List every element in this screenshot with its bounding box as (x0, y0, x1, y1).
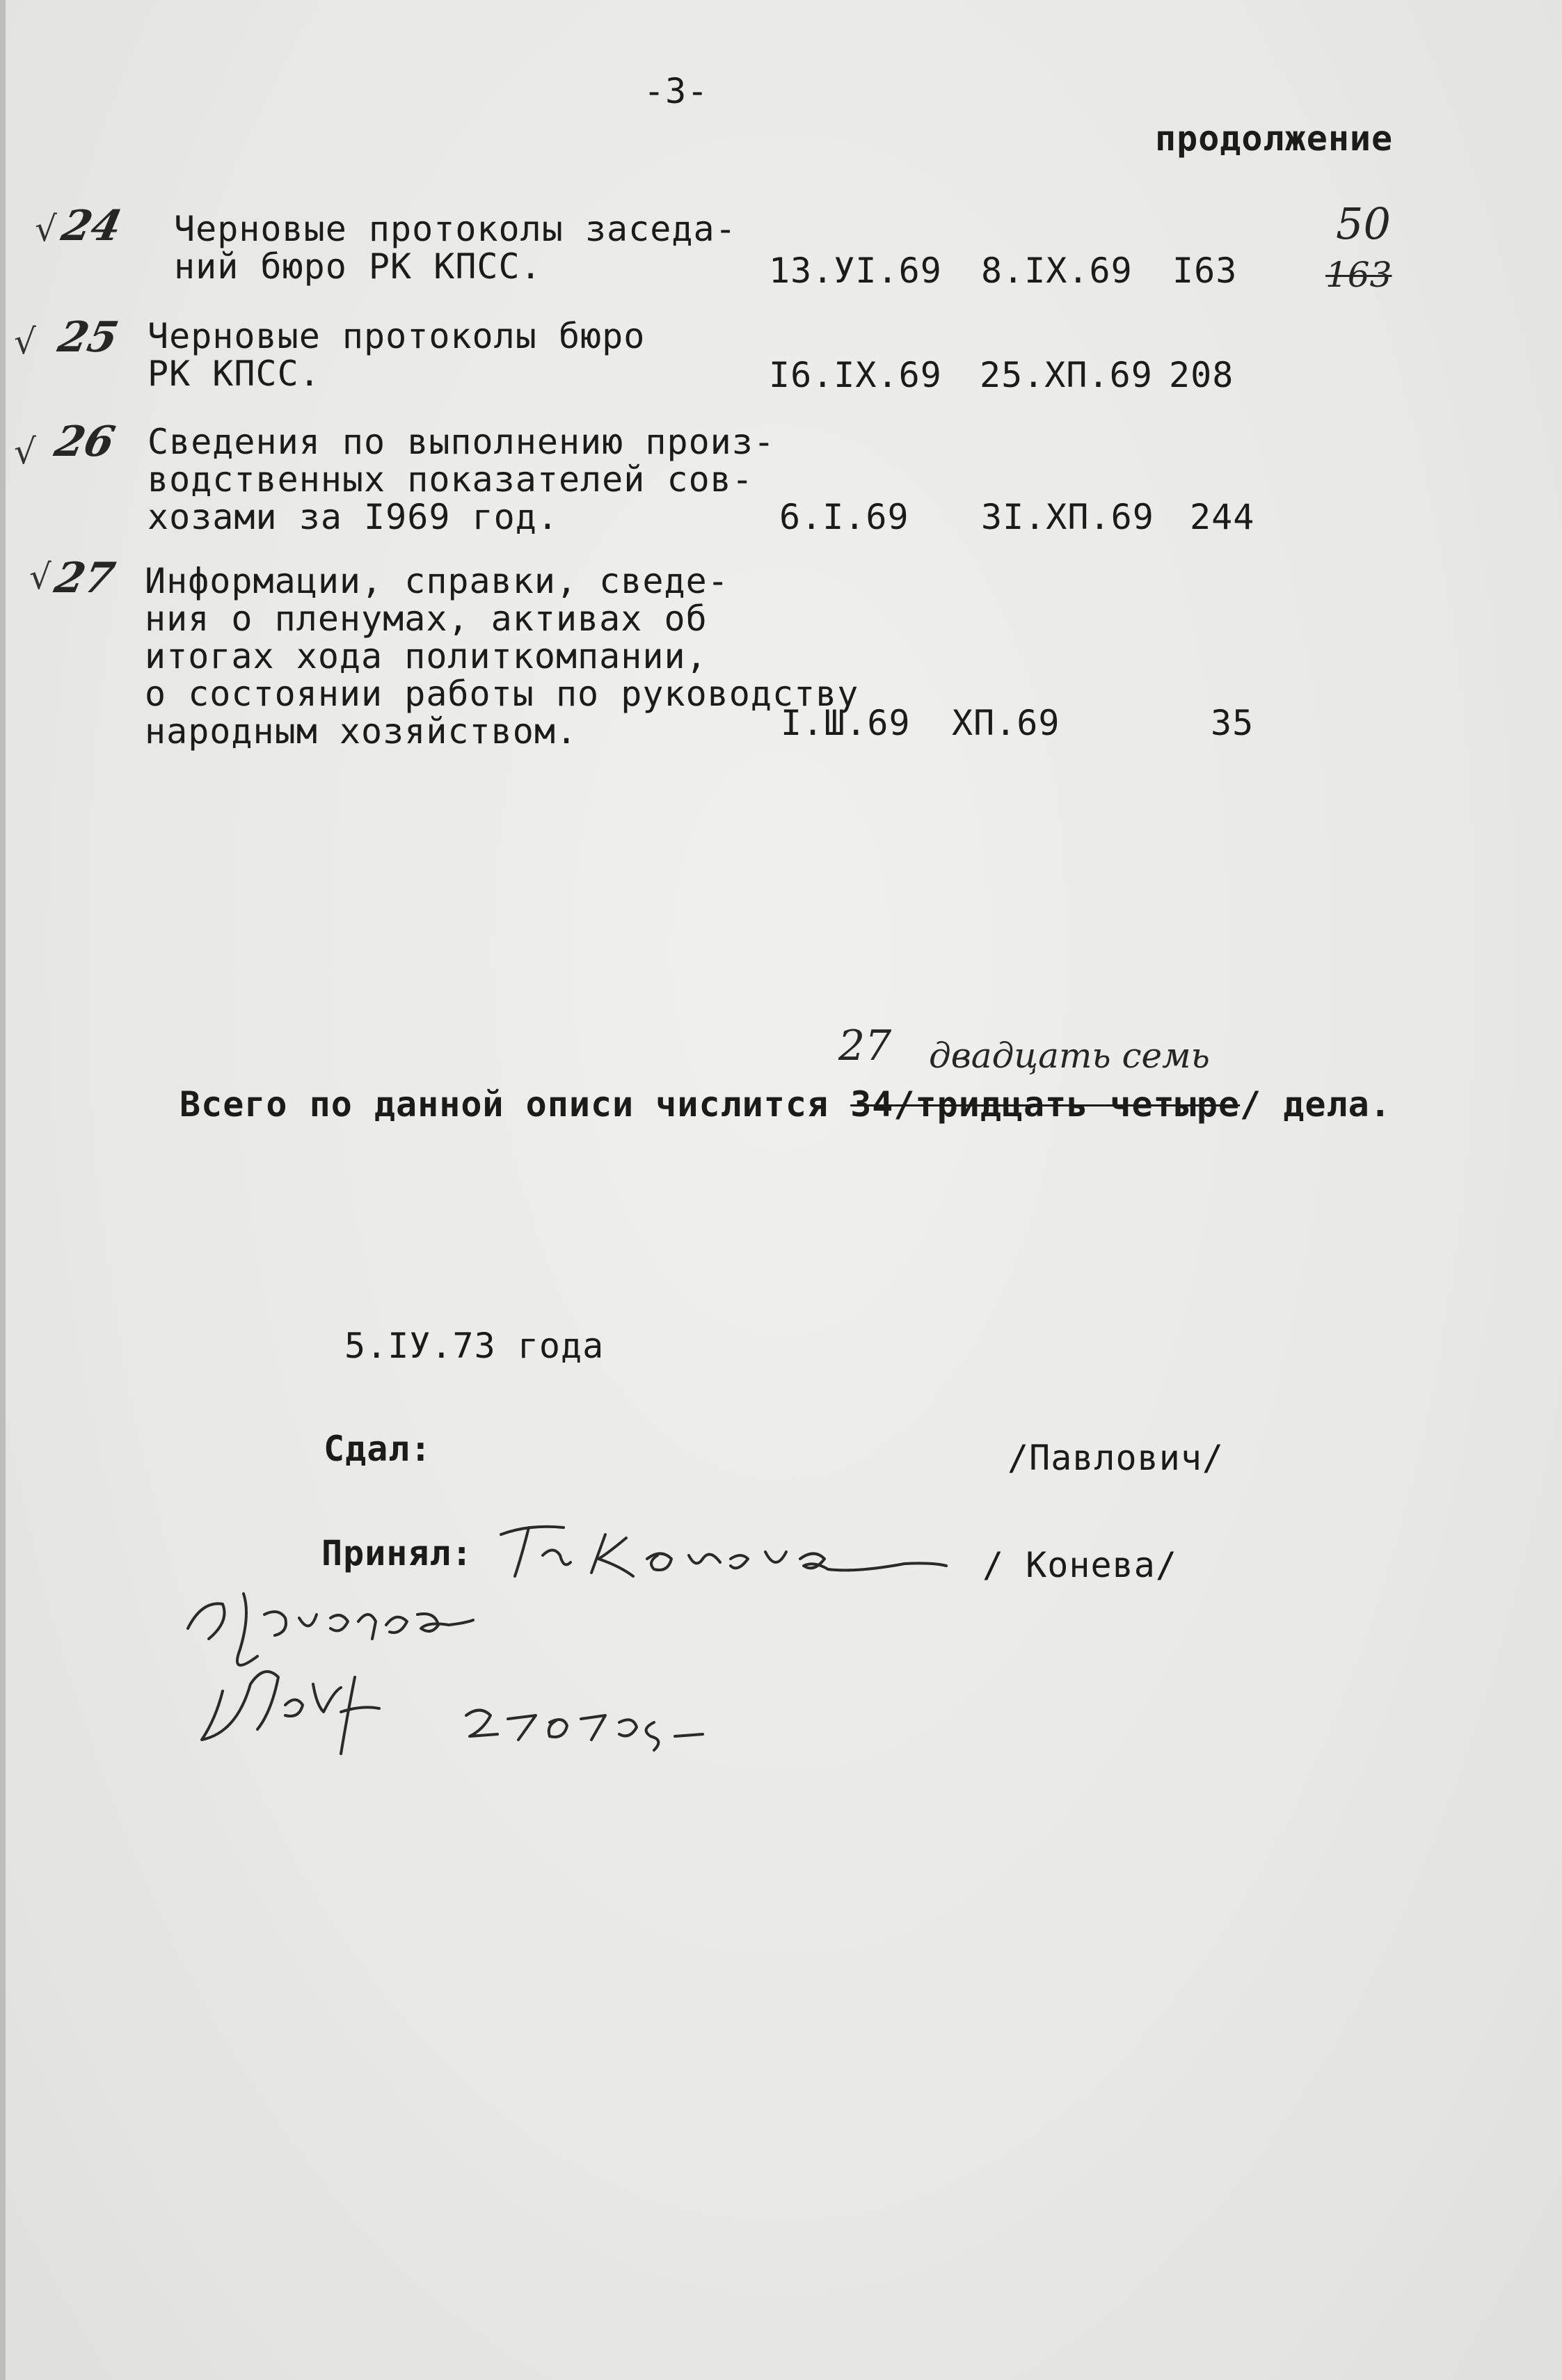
item-sheet-count: 35 (1211, 703, 1254, 743)
received-name: / Конева/ (982, 1545, 1177, 1585)
item-start-date: 13.УI.69 (769, 251, 942, 291)
check-mark: √ (35, 209, 57, 249)
continuation-label: продолжение (1155, 118, 1394, 159)
corrected-sheet-count: 50 (1336, 198, 1391, 249)
item-end-date: 3I.XП.69 (981, 497, 1154, 537)
total-struck-number: 34 (850, 1084, 894, 1125)
item-start-date: 6.I.69 (779, 497, 909, 537)
total-suffix: дела. (1283, 1084, 1392, 1125)
total-struck-words: /тридцать четыре (893, 1084, 1241, 1125)
item-sheet-count: I63 (1172, 251, 1238, 291)
handed-over-name: /Павлович/ (1007, 1438, 1225, 1478)
total-corrected-words: двадцать семь (929, 1036, 1210, 1076)
scan-edge (0, 0, 6, 2380)
total-line (180, 1086, 1392, 1123)
item-end-date: 25.XП.69 (980, 355, 1153, 395)
item-start-date: I6.IX.69 (769, 355, 942, 395)
total-slash: / (1240, 1084, 1262, 1125)
document-date: 5.IУ.73 года (344, 1326, 605, 1366)
item-number: 25 (54, 313, 122, 362)
item-title: Черновые протоколы бюро РК КПСС. (148, 316, 646, 394)
total-prefix: Всего по данной описи числится (180, 1084, 829, 1125)
item-title: Черновые протоколы заседа- ний бюро РК КПСС. (174, 209, 737, 287)
checked-note (174, 1573, 731, 1761)
item-end-date: XП.69 (952, 703, 1060, 743)
item-start-date: I.Ш.69 (781, 703, 911, 743)
item-number: 27 (50, 554, 119, 603)
check-mark: √ (14, 431, 36, 472)
item-title: Информации, справки, сведе- ния о пленумах, активах об итогах хода политкомпании, о состоянии работы по руководству народным хозяйством. (145, 561, 859, 752)
item-number: 24 (57, 202, 126, 251)
received-label: Принял: (321, 1533, 473, 1573)
item-sheet-count: 244 (1190, 497, 1255, 537)
total-corrected-number: 27 (838, 1022, 892, 1070)
item-title: Сведения по выполнению произ- водственных показателей сов- хозами за I969 год. (148, 422, 775, 537)
struck-sheet-count: 163 (1325, 255, 1392, 295)
check-mark: √ (14, 322, 36, 362)
page-number: -3- (644, 71, 709, 111)
item-end-date: 8.IX.69 (981, 251, 1133, 291)
item-sheet-count: 208 (1169, 355, 1234, 395)
check-mark: √ (29, 557, 51, 597)
handed-over-label: Сдал: (324, 1429, 432, 1469)
item-number: 26 (50, 418, 119, 466)
